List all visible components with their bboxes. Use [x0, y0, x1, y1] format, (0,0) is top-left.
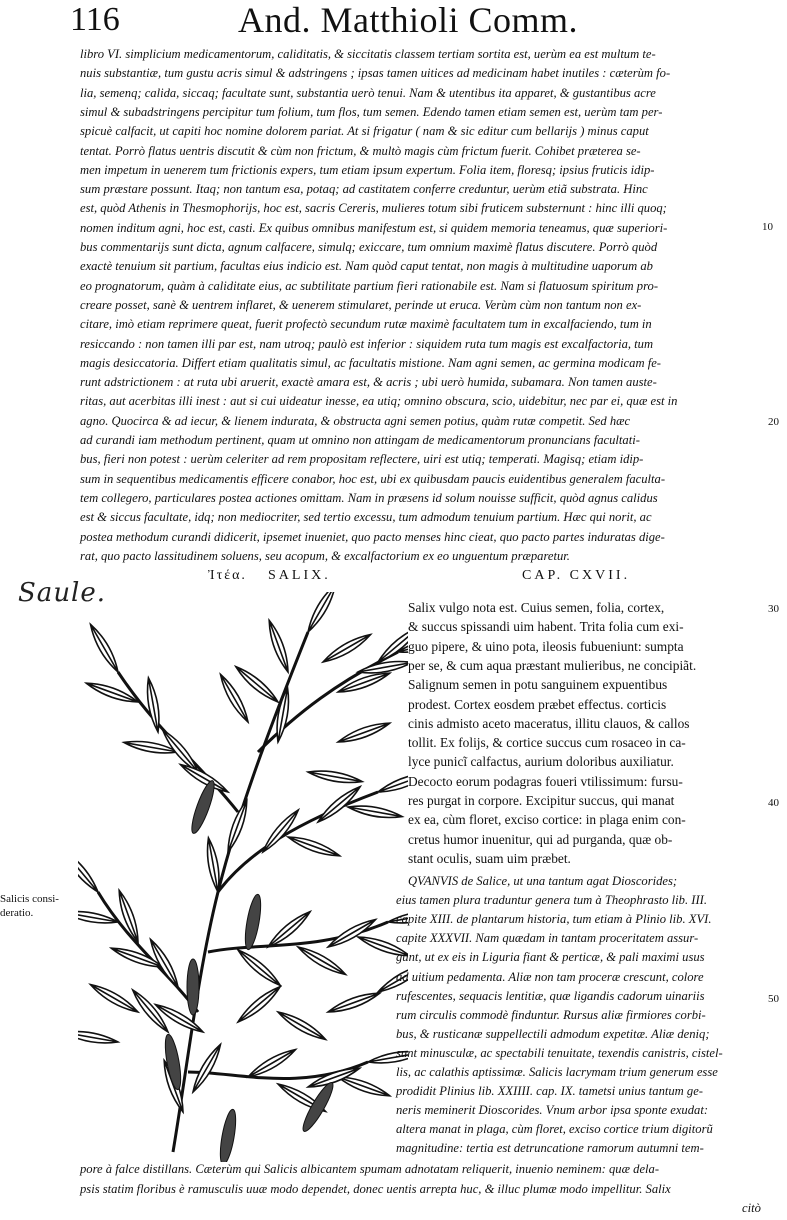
margin-line-number: 40 — [768, 797, 779, 809]
text-line: capite XXXVII. Nam quædam in tantam proceritatem assur- — [396, 931, 699, 946]
text-line: magnitudine: tertia est detruncatione ramorum autumni tem- — [396, 1141, 704, 1156]
willow-catkin — [187, 959, 199, 1015]
text-line: cinis admisto aceto maceratus, illitu clauos, & callos — [408, 715, 690, 731]
text-line: tentat. Porrò flatus uentris discutit & cùm non frictum, & multò magis cùm frictum fuerit. Cohibet præterea se- — [80, 143, 641, 158]
handwritten-annotation: Saule. — [18, 578, 107, 608]
text-line: lyce punicĩ calfactus, aurium doloribus auxiliatur. — [408, 754, 674, 770]
side-note-line: deratio. — [0, 907, 34, 919]
text-line: ritas, aut acerbitas illi inest : aut si cui uideatur inesse, ea utiq; omnino obscura, scio, uidebitur, nec par ei, quæ est in — [80, 394, 678, 409]
text-line: ad uitium pedamenta. Aliæ non tam proceræ crescunt, colore — [396, 969, 704, 984]
text-line: bus, fieri non potest : uerùm celeriter ad rem propositam reflectere, uiri est utiq; temperati. Magisq; etiam idip- — [80, 452, 644, 467]
margin-line-number: 50 — [768, 993, 779, 1005]
text-line: postea methodum curandi didicerit, ipsemet inueniet, quo pacto menses hinc cieat, quo pacto partes induratas dige- — [80, 529, 665, 544]
side-note-line: Salicis consi- — [0, 893, 59, 905]
text-line: sunt minusculæ, ac spectabili tenuitate, texendis canistris, cistel- — [396, 1045, 723, 1060]
margin-line-number: 30 — [768, 603, 779, 615]
willow-leaf — [88, 981, 140, 1016]
willow-leaf — [347, 803, 403, 821]
text-line: rufescentes, sequacis lentitiæ, quæ ligandis cadorum uinariis — [396, 988, 705, 1003]
text-line: resiccando : non tamen illi par est, nam utroq; paulò est inferior : siquidem ruta tum magis est excalfactoria, tum — [80, 336, 654, 351]
text-line: prodest. Cortex eosdem præbet effectus. corticis — [408, 696, 667, 712]
text-line: Salignum semen in potu sanguinem expuentibus — [408, 677, 668, 693]
willow-leaf — [260, 807, 302, 855]
text-line: & succus spissandi uim habent. Trita folia cum exi- — [408, 619, 684, 635]
text-line: nomen inditum agni, hoc est, casti. Ex quibus omnibus manifestum est, si quidem memoria teneamus, quæ superiori- — [80, 220, 668, 235]
chapter-number: CAP. CXVII. — [522, 568, 631, 583]
text-line: runt adstrictionem : at ruta ubi aruerit, exactè amara est, & acris ; ubi uerò humida, subamara. Non tamen auste- — [80, 375, 657, 390]
willow-leaf — [224, 799, 251, 854]
willow-leaf — [375, 623, 408, 665]
text-line: bus, & rusticanæ suppellectili admodum expetitæ. Aliæ deniq; — [396, 1026, 710, 1041]
text-line: cretus humor inuenitur, qui ad purganda, quæ ob- — [408, 831, 673, 847]
willow-leaf — [307, 768, 363, 786]
text-line: ad curandi iam methodum pertinent, quam ut omnino non attingam de medicamentorum pronuncians facultati- — [80, 433, 640, 447]
text-line: Decocto eorum podagras foueri vtilissimum: fursu- — [408, 773, 683, 789]
willow-leaf — [321, 631, 373, 666]
willow-leaf — [315, 783, 363, 825]
willow-leaf — [304, 592, 339, 634]
text-line: tem collegero, particulares postea actiones omittam. Nam in præsens id solum nouisse sufficit, quòd agnus calidus — [80, 490, 658, 505]
text-line: Salix vulgo nota est. Cuius semen, folia, cortex, — [408, 600, 665, 615]
willow-leaf — [286, 833, 341, 860]
willow-leaf — [336, 719, 391, 746]
willow-catkin — [299, 1080, 337, 1134]
margin-line-number: 10 — [762, 221, 773, 233]
chapter-greek-title: Ἰτέα. — [208, 568, 247, 583]
text-line: res purgat in corpore. Excipitur succus, qui manat — [408, 793, 675, 808]
text-line: eius tamen plura traduntur genera tum à Theophrasto lib. III. — [396, 893, 707, 908]
chapter-latin-title: SALIX. — [268, 568, 331, 583]
willow-leaf — [265, 619, 292, 674]
text-line: simul & subadstringens percipitur tum folium, tum flos, tum semen. Edendo tamen etiam semen est, uerùm tam per- — [80, 104, 663, 119]
text-line: bus commentarijs sunt dicta, agnum calfacere, simulq; exiccare, tum omnium maximè flatus discutere. Porrò quòd — [80, 240, 658, 254]
text-line: citare, imò etiam reprimere queat, fuerit profectò secundum rutæ maximè facultatem tum in excalfaciendo, tum in — [80, 317, 652, 332]
margin-line-number: 20 — [768, 416, 779, 428]
text-line: capite XIII. de plantarum historia, tum etiam à Plinio lib. XVI. — [396, 912, 712, 927]
text-line: neris meminerit Dioscorides. Vnum arbor ipsa sponte exudat: — [396, 1103, 709, 1118]
text-line: lia, semenq; calida, siccaq; facultate sunt, substantia uerò tenui. Nam & utentibus ita apparet, & gustantibus acre — [80, 85, 656, 100]
willow-catkin — [242, 893, 264, 950]
willow-leaf — [235, 983, 283, 1025]
text-line: men impetum in uenerem tum frictionis expers, tum etiam ipsum expertum. Folia item, floresq; ipsius fruticis idip- — [80, 162, 655, 177]
text-line: libro VI. simplicium medicamentorum, caliditatis, & siccitatis classem tertiam sortita est, uerùm ea est multum te- — [80, 47, 656, 61]
willow-leaf — [87, 622, 122, 674]
willow-leaf — [276, 1008, 328, 1043]
text-line: sum in sequentibus medicamentis efficere conabor, hoc est, ubi ex quibusdam paucis euidentibus generalem faculta- — [80, 471, 666, 486]
text-line: per se, & cum aqua præstant mulieribus, ne concipiãt. — [408, 657, 697, 673]
text-line: altera manat in plaga, cùm floret, exciso cortice trium digitorũ — [396, 1122, 713, 1137]
text-line: exactè tenuium sit partium, facultas eius indicio est. Nam quòd caput tentat, non magis à multitudine uaporum ab — [80, 259, 653, 274]
text-line: stant oculis, suam uim præbet. — [408, 850, 571, 866]
text-line: nuis substantiæ, tum gustu acris simul & adstringens ; ipsas tamen uitices ad medicinam habet inutiles : cæterùm fo- — [80, 66, 671, 81]
willow-leaf — [376, 769, 408, 796]
text-line: citò — [742, 1201, 761, 1215]
willow-leaf — [78, 847, 101, 895]
text-line: rat, quo pacto lassitudinem soluens, seu acopum, & excalfactorium ex eo unguentum præparetur. — [80, 548, 570, 563]
text-line: psis statim floribus è ramusculis uuæ modo dependet, donec uentis arrepta huc, & illuc plumæ modo impellitur. Salix — [80, 1181, 671, 1196]
text-line: guo pipere, & uino pota, ileosis fubueniunt: sumpta — [408, 638, 684, 654]
text-line: QVANVIS de Salice, ut una tantum agat Dioscorides; — [408, 874, 678, 888]
text-line: agno. Quocirca & ad iecur, & lienem indurata, & obstructa agni semen potius, quàm rutæ competit. Sed hæc — [80, 413, 631, 428]
text-line: sum præstare possunt. Itaq; non tantum esa, potaq; ad castitatem conferre creduntur, uerùm etiã substrata. Hinc — [80, 182, 648, 197]
text-line: gunt, ut ex eis in Liguria fiant & perticæ, & pali maximi usus — [396, 950, 705, 965]
willow-leaf — [296, 943, 348, 978]
text-line: est & siccus facultate, idq; non mediocriter, sed tertio excessu, tum admodum tenuium partium. Hæc qui norit, ac — [80, 510, 652, 525]
text-line: lis, ac calathis aptissimæ. Salicis lacrymam trium generum esse — [396, 1065, 718, 1079]
text-line: creare posset, sanè & uentrem inflaret, & uenerem stimularet, perinde ut eruca. Verùm cùm non tantum non ex- — [80, 297, 642, 312]
text-line: prodidit Plinius lib. XXIIII. cap. IX. tametsi unius tantum ge- — [396, 1084, 703, 1099]
willow-catkin — [217, 1108, 239, 1162]
text-line: ex ea, cùm floret, exciso cortice: in plaga enim con- — [408, 812, 686, 828]
text-line: est, quòd Athenis in Thesmophorijs, hoc est, sacris Cereris, mulieres totum sibi fruticem substernunt : hinc illi quoq; — [80, 201, 667, 216]
willow-leaf — [326, 989, 381, 1016]
page-number: 116 — [70, 1, 120, 38]
willow-leaf — [246, 1046, 298, 1081]
willow-illustration — [78, 592, 408, 1162]
willow-leaf — [189, 1042, 224, 1094]
willow-catkin — [188, 779, 218, 836]
side-note — [0, 892, 80, 920]
text-line: eo prognatorum, quàm à caliditate eius, ac subtilitate partium fieri rationabile est. Nam si flatuosum spiritum pro- — [80, 278, 659, 293]
running-head: And. Matthioli Comm. — [238, 0, 579, 40]
willow-leaf — [235, 947, 283, 989]
text-line: tollit. Ex folijs, & cortice succus cum rosaceo in ca- — [408, 735, 686, 751]
text-line: spicuè calfacit, ut capiti hoc nomine dolorem pariat. At si frigatur ( nam & sic editur cum bellarijs ) minus caput — [80, 124, 649, 139]
text-line: magis desiccatoria. Differt etiam qualitatis simul, ac facultatis mistione. Nam agni semen, ac germina modicam fe- — [80, 355, 662, 370]
willow-leaf — [78, 1028, 119, 1046]
text-line: rum circulis commodè finduntur. Rursus aliæ firmiores corbi- — [396, 1007, 706, 1022]
willow-leaf — [78, 908, 119, 926]
text-line: pore à falce distillans. Cæterùm qui Salicis albicantem spumam adnotatam reliquerit, inuenio neminem: quæ dela- — [80, 1162, 660, 1176]
